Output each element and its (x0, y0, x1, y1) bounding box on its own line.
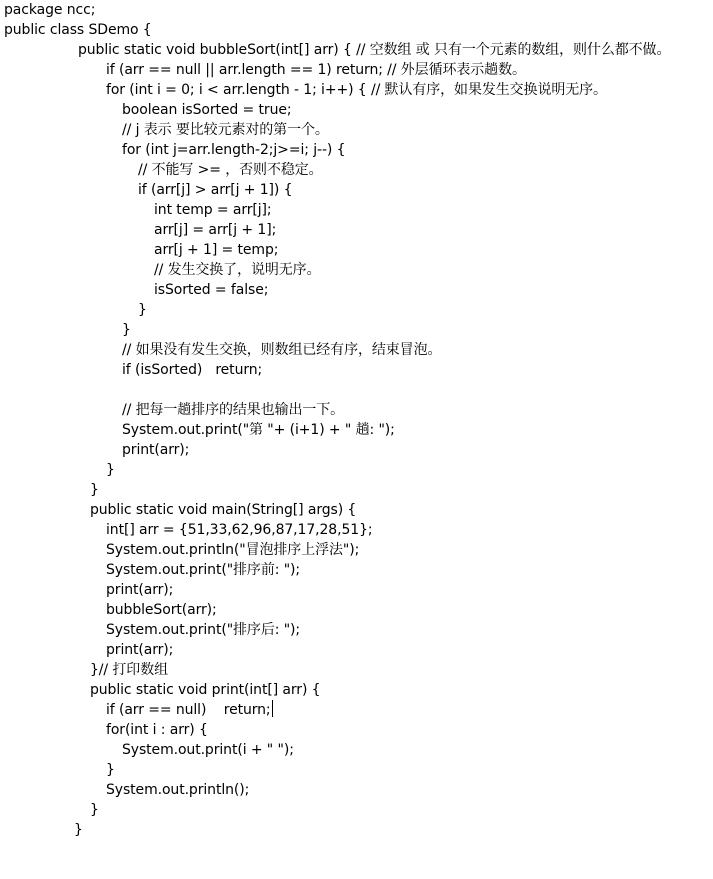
code-line: // j 表示 要比较元素对的第一个。 (122, 122, 329, 138)
text-caret (272, 700, 273, 717)
code-line-with-caret[interactable] (106, 700, 273, 720)
code-line: boolean isSorted = true; (122, 102, 292, 118)
code-line: } (106, 462, 115, 478)
code-line: for (int j=arr.length-2;j>=i; j--) { (122, 142, 346, 158)
code-line: public static void print(int[] arr) { (90, 682, 321, 698)
code-line: print(arr); (106, 582, 174, 598)
code-line: isSorted = false; (154, 282, 269, 298)
code-line: } (90, 802, 99, 818)
code-line: public static void main(String[] args) { (90, 502, 357, 518)
code-line: } (74, 822, 83, 838)
code-line: } (106, 762, 115, 778)
code-line: }// 打印数组 (90, 662, 168, 678)
code-line: arr[j + 1] = temp; (154, 242, 279, 258)
code-line: System.out.print(i + " "); (122, 742, 294, 758)
code-line: print(arr); (122, 442, 190, 458)
code-line: // 把每一趟排序的结果也输出一下。 (122, 402, 345, 418)
code-line: System.out.print("第 "+ (i+1) + " 趟: "); (122, 422, 395, 438)
code-line: System.out.println("冒泡排序上浮法"); (106, 542, 360, 558)
code-line: print(arr); (106, 642, 174, 658)
code-line: if (arr[j] > arr[j + 1]) { (138, 182, 293, 198)
code-line: for(int i : arr) { (106, 722, 208, 738)
code-line: // 如果没有发生交换，则数组已经有序，结束冒泡。 (122, 342, 442, 358)
code-line: int[] arr = {51,33,62,96,87,17,28,51}; (106, 522, 373, 538)
code-line: for (int i = 0; i < arr.length - 1; i++) { // 默认有序，如果发生交换说明无序。 (106, 82, 607, 98)
code-line: int temp = arr[j]; (154, 202, 272, 218)
code-line-text: if (arr == null) return; (106, 702, 271, 718)
code-line: bubbleSort(arr); (106, 602, 217, 618)
code-line: arr[j] = arr[j + 1]; (154, 222, 277, 238)
code-line: System.out.print("排序后: "); (106, 622, 301, 638)
code-line: if (isSorted) return; (122, 362, 263, 378)
code-line: package ncc; (4, 2, 96, 18)
code-line: // 发生交换了，说明无序。 (154, 262, 321, 278)
code-line: if (arr == null || arr.length == 1) return; // 外层循环表示趟数。 (106, 62, 526, 78)
code-line: // 不能写 >= ，否则不稳定。 (138, 162, 323, 178)
code-line: System.out.println(); (106, 782, 250, 798)
code-line: public static void bubbleSort(int[] arr) { // 空数组 或 只有一个元素的数组，则什么都不做。 (78, 42, 671, 58)
code-line: } (122, 322, 131, 338)
code-line: } (90, 482, 99, 498)
code-line: System.out.print("排序前: "); (106, 562, 301, 578)
code-line: } (138, 302, 147, 318)
code-line: public class SDemo { (4, 22, 152, 38)
